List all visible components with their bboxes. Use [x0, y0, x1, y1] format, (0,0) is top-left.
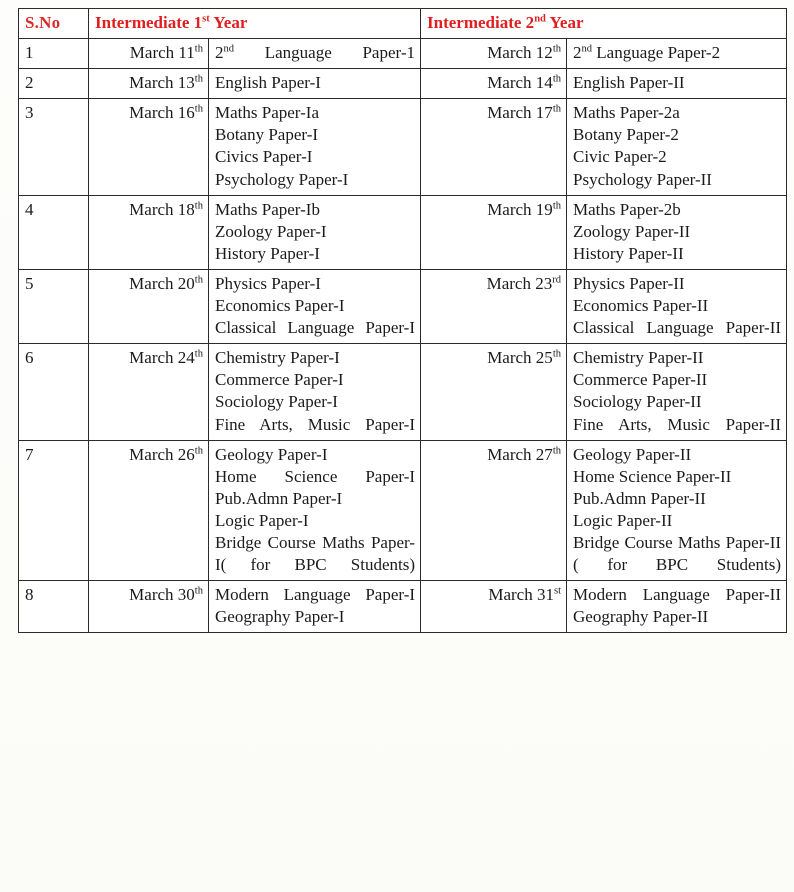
- cell-date-year-2: [421, 99, 567, 195]
- paper-entry: [215, 532, 415, 576]
- year2-ordinal-suffix: nd: [534, 13, 546, 25]
- paper-entry: [215, 369, 415, 391]
- paper-entry: [573, 243, 781, 265]
- table-row: [19, 269, 787, 343]
- cell-serial-number: 7: [19, 440, 89, 581]
- cell-date-year-1: [89, 581, 209, 633]
- cell-date-year-1-ordinal-suffix: th: [194, 274, 203, 286]
- table-row: [19, 99, 787, 195]
- paper-entry-text: Home Science Paper-I: [215, 466, 416, 486]
- paper-entry-text: Physics Paper-II: [573, 273, 685, 293]
- paper-entry-text: Geology Paper-II: [573, 444, 692, 464]
- year2-label-post: Year: [545, 13, 584, 32]
- paper-entry-text: Sociology Paper-I: [215, 392, 338, 412]
- paper-entry-text: 2: [573, 43, 582, 63]
- paper-entry: [573, 606, 781, 628]
- paper-entry: [215, 273, 415, 295]
- paper-entry: [573, 102, 781, 124]
- cell-date-year-2-text: March 17: [487, 103, 553, 123]
- cell-date-year-2: [421, 195, 567, 269]
- paper-entry: [573, 347, 781, 369]
- column-header-sno: [19, 9, 89, 39]
- cell-serial-number: 8: [19, 581, 89, 633]
- cell-date-year-2-text: March 14: [487, 73, 553, 93]
- cell-date-year-2: [421, 269, 567, 343]
- paper-entry-text: Maths Paper-Ib: [215, 199, 320, 219]
- paper-entry-text: English Paper-II: [573, 73, 685, 93]
- cell-papers-year-1: [209, 39, 421, 69]
- paper-entry-text: Fine Arts, Music Paper-II: [573, 414, 782, 434]
- paper-entry-text: Zoology Paper-II: [573, 221, 691, 241]
- cell-date-year-1: [89, 344, 209, 440]
- paper-entry-text: History Paper-I: [215, 243, 320, 263]
- paper-entry: [215, 584, 415, 606]
- paper-entry: [573, 199, 781, 221]
- cell-date-year-2-text: March 12: [487, 43, 553, 63]
- cell-papers-year-1: [209, 99, 421, 195]
- cell-papers-year-2: [567, 195, 787, 269]
- paper-entry-text: Commerce Paper-II: [573, 370, 708, 390]
- paper-entry-text: Classical Language Paper-II: [573, 318, 782, 338]
- cell-date-year-1-ordinal-suffix: th: [194, 103, 203, 115]
- cell-date-year-1-ordinal-suffix: th: [194, 73, 203, 85]
- paper-entry: [573, 42, 781, 64]
- paper-entry: [573, 221, 781, 243]
- cell-date-year-2-text: March 19: [487, 199, 553, 219]
- paper-entry-text: Economics Paper-II: [573, 296, 709, 316]
- cell-papers-year-1: [209, 581, 421, 633]
- cell-date-year-1-text: March 26: [129, 444, 195, 464]
- table-row: [19, 39, 787, 69]
- paper-entry: [215, 124, 415, 146]
- cell-date-year-1-text: March 20: [129, 273, 195, 293]
- paper-entry-text: History Paper-II: [573, 243, 684, 263]
- cell-date-year-1-text: March 18: [129, 199, 195, 219]
- cell-date-year-2-text: March 27: [487, 444, 553, 464]
- paper-entry: [215, 466, 415, 488]
- paper-entry-superscript: nd: [581, 43, 593, 55]
- cell-date-year-1-ordinal-suffix: th: [194, 444, 203, 456]
- paper-entry-text: Psychology Paper-II: [573, 169, 712, 189]
- paper-entry: [215, 444, 415, 466]
- cell-papers-year-2: [567, 581, 787, 633]
- cell-date-year-2-text: March 23: [486, 273, 553, 293]
- cell-date-year-2-ordinal-suffix: st: [553, 585, 562, 597]
- cell-date-year-2: [421, 581, 567, 633]
- paper-entry-text: Geography Paper-II: [573, 607, 709, 627]
- paper-entry-text-suffix: Language Paper-2: [592, 43, 721, 63]
- paper-entry-text: Fine Arts, Music Paper-I: [215, 414, 416, 434]
- year1-ordinal-suffix: st: [202, 13, 210, 25]
- paper-entry-text: Economics Paper-I: [215, 296, 345, 316]
- paper-entry-text: Zoology Paper-I: [215, 221, 327, 241]
- cell-date-year-2-ordinal-suffix: th: [552, 200, 562, 211]
- column-header-sno-label: S.No: [25, 13, 61, 32]
- paper-entry: [573, 295, 781, 317]
- paper-entry-text: Botany Paper-I: [215, 125, 319, 145]
- paper-entry: [573, 414, 781, 436]
- paper-entry-text: 2: [215, 43, 224, 63]
- paper-entry-text: Logic Paper-I: [215, 510, 309, 530]
- paper-entry-text: Logic Paper-II: [573, 510, 673, 530]
- cell-papers-year-2: [567, 39, 787, 69]
- cell-date-year-1: [89, 39, 209, 69]
- cell-papers-year-1: [209, 69, 421, 99]
- header-row: [19, 9, 787, 39]
- cell-date-year-2: [421, 39, 567, 69]
- paper-entry: [573, 169, 781, 191]
- paper-entry: [215, 243, 415, 265]
- paper-entry-text: Bridge Course Maths Paper-II ( for BPC Students): [573, 532, 782, 575]
- paper-entry: [215, 414, 415, 436]
- paper-entry-text: Physics Paper-I: [215, 273, 321, 293]
- paper-entry: [215, 102, 415, 124]
- paper-entry: [573, 532, 781, 576]
- paper-entry-text: Civics Paper-I: [215, 147, 313, 167]
- paper-entry: [215, 488, 415, 510]
- cell-date-year-1-text: March 13: [129, 73, 195, 93]
- cell-papers-year-1: [209, 269, 421, 343]
- cell-date-year-2-ordinal-suffix: rd: [552, 274, 562, 286]
- cell-date-year-2-ordinal-suffix: th: [552, 444, 562, 456]
- paper-entry: [215, 391, 415, 413]
- cell-date-year-2: [421, 440, 567, 581]
- paper-entry: [573, 369, 781, 391]
- paper-entry: [215, 199, 415, 221]
- table-row: [19, 195, 787, 269]
- cell-date-year-2-ordinal-suffix: th: [552, 43, 562, 55]
- paper-entry-superscript: nd: [223, 43, 235, 55]
- cell-date-year-2: [421, 344, 567, 440]
- paper-entry-text-suffix: Language Paper-1: [234, 43, 416, 63]
- cell-date-year-1-ordinal-suffix: th: [194, 43, 203, 55]
- cell-date-year-1: [89, 69, 209, 99]
- cell-date-year-2-ordinal-suffix: th: [552, 348, 562, 360]
- cell-date-year-1: [89, 440, 209, 581]
- cell-date-year-2-text: March 25: [487, 348, 553, 368]
- paper-entry: [215, 169, 415, 191]
- paper-entry: [215, 317, 415, 339]
- paper-entry-text: Modern Language Paper-I: [215, 585, 416, 605]
- cell-date-year-1-text: March 16: [129, 103, 195, 123]
- paper-entry-text: Geology Paper-I: [215, 444, 328, 464]
- paper-entry: [215, 221, 415, 243]
- paper-entry-text: Maths Paper-Ia: [215, 103, 319, 123]
- cell-date-year-1-text: March 11: [129, 43, 195, 63]
- paper-entry-text: Bridge Course Maths Paper-I( for BPC Students): [215, 532, 416, 575]
- cell-date-year-1-ordinal-suffix: th: [194, 348, 203, 360]
- paper-entry-text: English Paper-I: [215, 73, 321, 93]
- paper-entry: [215, 42, 415, 64]
- cell-serial-number: 4: [19, 195, 89, 269]
- exam-timetable: [18, 8, 787, 633]
- cell-serial-number: 1: [19, 39, 89, 69]
- cell-papers-year-1: [209, 440, 421, 581]
- cell-date-year-2-ordinal-suffix: th: [552, 73, 562, 85]
- paper-entry: [573, 146, 781, 168]
- cell-papers-year-1: [209, 344, 421, 440]
- column-header-year-2: [421, 9, 787, 39]
- paper-entry-text: Civic Paper-2: [573, 147, 667, 167]
- paper-entry: [573, 317, 781, 339]
- paper-entry-text: Maths Paper-2a: [573, 103, 680, 123]
- table-header: [19, 9, 787, 39]
- paper-entry: [215, 606, 415, 628]
- year1-label-pre: Intermediate 1: [95, 13, 203, 32]
- paper-entry: [573, 510, 781, 532]
- paper-entry-text: Commerce Paper-I: [215, 370, 344, 390]
- cell-papers-year-2: [567, 269, 787, 343]
- cell-date-year-1-ordinal-suffix: th: [194, 585, 203, 597]
- cell-date-year-2-ordinal-suffix: th: [552, 103, 562, 115]
- paper-entry-text: Sociology Paper-II: [573, 392, 702, 412]
- paper-entry: [215, 146, 415, 168]
- paper-entry: [215, 295, 415, 317]
- paper-entry-text: Modern Language Paper-II: [573, 585, 782, 605]
- paper-entry: [573, 124, 781, 146]
- cell-papers-year-2: [567, 99, 787, 195]
- cell-date-year-2: [421, 69, 567, 99]
- cell-date-year-1: [89, 269, 209, 343]
- cell-date-year-1-text: March 30: [129, 585, 195, 605]
- paper-entry: [215, 347, 415, 369]
- paper-entry: [573, 444, 781, 466]
- cell-serial-number: 5: [19, 269, 89, 343]
- paper-entry: [573, 488, 781, 510]
- cell-date-year-1: [89, 195, 209, 269]
- paper-entry-text: Chemistry Paper-I: [215, 348, 340, 368]
- cell-papers-year-2: [567, 344, 787, 440]
- cell-date-year-1: [89, 99, 209, 195]
- paper-entry: [215, 510, 415, 532]
- paper-entry-text: Psychology Paper-I: [215, 169, 349, 189]
- cell-serial-number: 3: [19, 99, 89, 195]
- cell-serial-number: 2: [19, 69, 89, 99]
- table-row: [19, 440, 787, 581]
- cell-serial-number: 6: [19, 344, 89, 440]
- year2-label-pre: Intermediate 2: [427, 13, 535, 32]
- table-row: [19, 581, 787, 633]
- paper-entry: [573, 466, 781, 488]
- paper-entry-text: Botany Paper-2: [573, 125, 679, 145]
- cell-date-year-1-ordinal-suffix: th: [194, 200, 203, 211]
- paper-entry-text: Geography Paper-I: [215, 607, 345, 627]
- paper-entry-text: Chemistry Paper-II: [573, 348, 704, 368]
- paper-entry: [573, 391, 781, 413]
- column-header-year-1: [89, 9, 421, 39]
- paper-entry-text: Classical Language Paper-I: [215, 318, 416, 338]
- table-row: [19, 344, 787, 440]
- table-row: [19, 69, 787, 99]
- paper-entry: [573, 584, 781, 606]
- cell-papers-year-1: [209, 195, 421, 269]
- cell-papers-year-2: [567, 69, 787, 99]
- paper-entry: [573, 72, 781, 94]
- cell-date-year-1-text: March 24: [129, 348, 195, 368]
- cell-date-year-2-text: March 31: [488, 585, 554, 605]
- paper-entry: [215, 72, 415, 94]
- paper-entry-text: Pub.Admn Paper-I: [215, 488, 343, 508]
- cell-papers-year-2: [567, 440, 787, 581]
- paper-entry: [573, 273, 781, 295]
- year1-label-post: Year: [209, 13, 248, 32]
- paper-entry-text: Maths Paper-2b: [573, 199, 681, 219]
- table-body: [19, 39, 787, 633]
- paper-entry-text: Pub.Admn Paper-II: [573, 488, 706, 508]
- paper-entry-text: Home Science Paper-II: [573, 466, 732, 486]
